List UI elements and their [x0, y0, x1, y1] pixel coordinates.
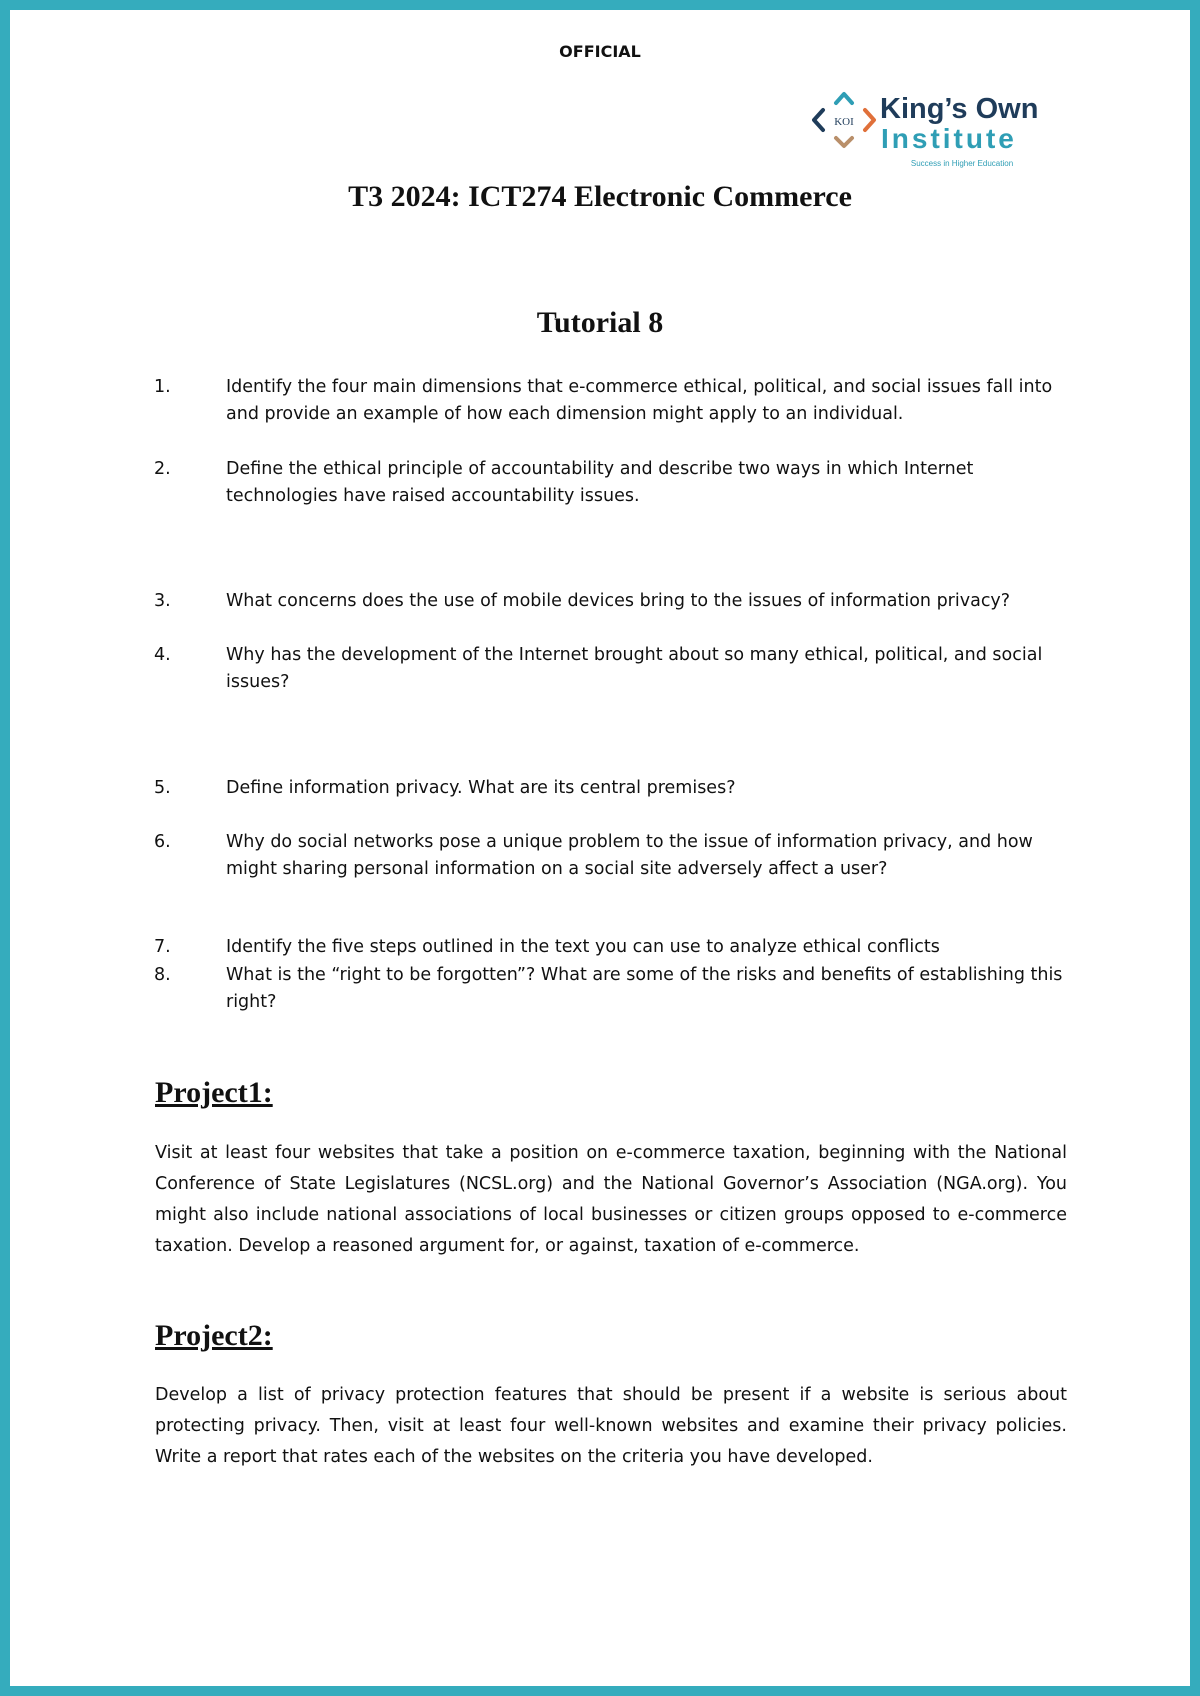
question-number: 3.: [154, 591, 171, 611]
question-text: Identify the five steps outlined in the text you can use to analyze ethical conflicts: [226, 937, 940, 957]
question-item: [154, 775, 1074, 802]
question-text: Why has the development of the Internet brought about so many ethical, political, and social issues?: [226, 645, 1043, 692]
question-item: [154, 588, 1074, 615]
question-item: [154, 829, 1074, 883]
logo-name-line1: King’s Own: [880, 93, 1039, 125]
question-item: [154, 962, 1074, 1016]
question-number: 7.: [154, 937, 171, 957]
question-text: What concerns does the use of mobile devices bring to the issues of information privacy?: [226, 591, 1011, 611]
question-item: [154, 934, 1074, 961]
question-text: Define information privacy. What are its central premises?: [226, 778, 736, 798]
tutorial-title: Tutorial 8: [536, 306, 664, 339]
question-item: [154, 642, 1074, 696]
question-number: 6.: [154, 832, 171, 852]
question-text: Identify the four main dimensions that e-commerce ethical, political, and social issues fall into and provide an example of how each dimension might apply to an individual.: [226, 377, 1053, 424]
question-number: 4.: [154, 645, 171, 665]
question-text: What is the “right to be forgotten”? What are some of the risks and benefits of establishing this right?: [226, 965, 1063, 1012]
logo-mark-text: KOI: [834, 116, 854, 128]
kings-own-institute-logo: [808, 90, 1040, 176]
project2-body: Develop a list of privacy protection features that should be present if a website is serious about protecting privacy. Then, visit at least four well-known websites and examine their privacy policies. Write a report that rates each of the websites on the criteria you have developed.: [155, 1385, 1067, 1467]
question-item: [154, 456, 1074, 510]
question-item: [154, 374, 1074, 428]
question-text: Define the ethical principle of accountability and describe two ways in which Internet technologies have raised accountability issues.: [226, 459, 974, 506]
project2-heading: Project2:: [155, 1319, 273, 1352]
logo-name-line2: Institute: [881, 123, 1017, 154]
question-number: 8.: [154, 965, 171, 985]
logo-tagline: Success in Higher Education: [910, 159, 1014, 168]
question-number: 1.: [154, 377, 171, 397]
question-number: 5.: [154, 778, 171, 798]
question-text: Why do social networks pose a unique problem to the issue of information privacy, and how might sharing personal information on a social site adversely affect a user?: [226, 832, 1033, 879]
document-title: T3 2024: ICT274 Electronic Commerce: [348, 180, 852, 213]
project1-body: Visit at least four websites that take a position on e-commerce taxation, beginning with the National Conference of State Legislatures (NCSL.org) and the National Governor’s Association (NGA.org). You might also include national associations of local businesses or citizen groups opposed to e-commerce taxation. Develop a reasoned argument for, or against, taxation of e-commerce.: [155, 1143, 1067, 1256]
official-label: OFFICIAL: [559, 42, 641, 61]
project1-heading: Project1:: [155, 1076, 273, 1109]
question-number: 2.: [154, 459, 171, 479]
